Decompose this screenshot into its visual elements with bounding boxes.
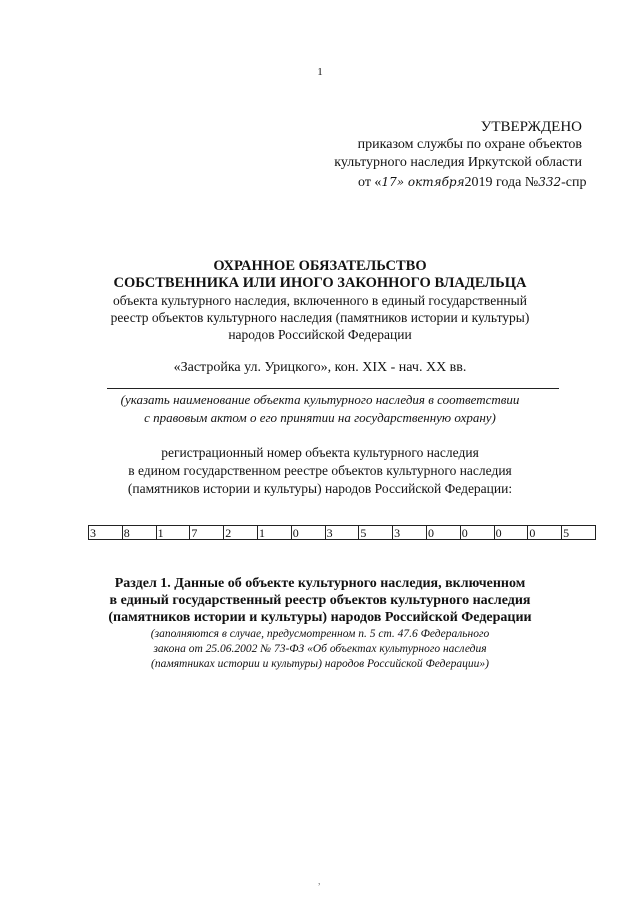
title-line-1: ОХРАННОЕ ОБЯЗАТЕЛЬСТВО xyxy=(213,258,427,274)
object-name: «Застройка ул. Урицкого», кон. XIX - нач. XX вв. xyxy=(173,360,467,375)
section-1-note-line-2: закона от 25.06.2002 № 73-ФЗ «Об объектах культурного наследия xyxy=(153,643,487,655)
title-line-4: реестр объектов культурного наследия (памятников истории и культуры) xyxy=(110,310,530,325)
reg-digit-cell: 0 xyxy=(427,526,461,539)
title-line-3: объекта культурного наследия, включенного в единый государственный xyxy=(113,293,527,308)
reg-digit-cell: 3 xyxy=(89,526,123,539)
reg-digit-cell: 0 xyxy=(292,526,326,539)
reg-digit-cell: 1 xyxy=(258,526,292,539)
object-name-underline xyxy=(107,388,559,389)
object-hint xyxy=(0,391,640,427)
section-1-line-1: Раздел 1. Данные об объекте культурного наследия, включенном xyxy=(114,576,526,591)
page-number: 1 xyxy=(317,66,323,78)
section-1-heading xyxy=(0,575,640,672)
object-hint-line-2: с правовым актом о его принятии на государственную охрану) xyxy=(144,410,496,425)
registration-line-2: в едином государственном реестре объектов культурного наследия xyxy=(128,463,512,478)
order-number-handwritten: 332 xyxy=(538,175,562,189)
footer-mark: , xyxy=(318,876,321,887)
reg-digit-cell: 8 xyxy=(123,526,157,539)
document-title xyxy=(0,258,640,343)
reg-digit-cell: 5 xyxy=(359,526,393,539)
approval-line-1: приказом службы по охране объектов xyxy=(357,137,582,152)
reg-digit-cell: 3 xyxy=(393,526,427,539)
section-1-line-3: (памятников истории и культуры) народов Российской Федерации xyxy=(108,610,532,625)
order-day-handwritten: 17» октября xyxy=(381,175,465,189)
reg-digit-cell: 1 xyxy=(157,526,191,539)
object-hint-line-1: (указать наименование объекта культурного наследия в соответствии xyxy=(120,392,520,407)
reg-digit-cell: 0 xyxy=(528,526,562,539)
approval-heading: УТВЕРЖДЕНО xyxy=(480,119,582,135)
reg-digit-cell: 0 xyxy=(461,526,495,539)
section-1-note xyxy=(0,627,640,672)
reg-digit-cell: 2 xyxy=(224,526,258,539)
section-1-line-2: в единый государственный реестр объектов культурного наследия xyxy=(109,593,531,608)
approval-line-2: культурного наследия Иркутской области xyxy=(334,155,582,170)
registration-number-grid xyxy=(88,525,596,540)
order-suffix: -спр xyxy=(561,175,587,190)
registration-line-1: регистрационный номер объекта культурного наследия xyxy=(161,445,479,460)
registration-line-3: (памятников истории и культуры) народов Российской Федерации: xyxy=(127,481,513,496)
registration-caption xyxy=(0,444,640,498)
title-line-5: народов Российской Федерации xyxy=(228,327,412,342)
order-year: 2019 года № xyxy=(464,175,539,190)
reg-digit-cell: 7 xyxy=(190,526,224,539)
reg-digit-cell: 5 xyxy=(563,526,570,540)
reg-digit-cell: 3 xyxy=(326,526,360,539)
order-line xyxy=(358,175,587,191)
title-line-2: СОБСТВЕННИКА ИЛИ ИНОГО ЗАКОННОГО ВЛАДЕЛЬЦА xyxy=(113,275,527,291)
section-1-note-line-3: (памятниках истории и культуры) народов Российской Федерации») xyxy=(151,658,489,670)
section-1-note-line-1: (заполняются в случае, предусмотренном п. 5 ст. 47.6 Федерального xyxy=(150,628,490,640)
reg-digit-cell: 0 xyxy=(495,526,529,539)
approval-block xyxy=(334,118,582,172)
order-prefix: от « xyxy=(358,175,382,190)
